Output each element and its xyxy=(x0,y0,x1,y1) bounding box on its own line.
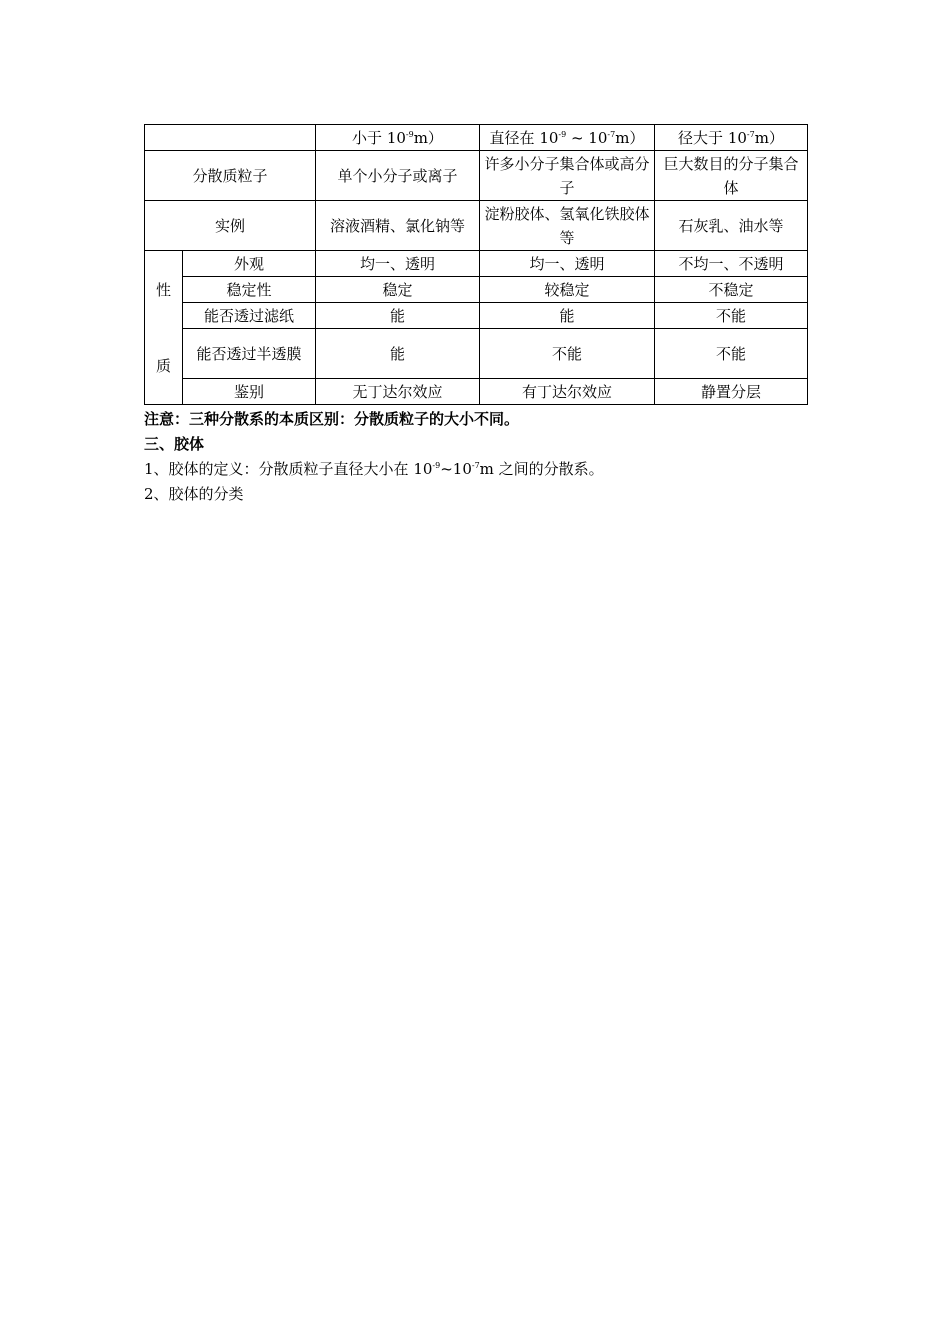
table-cell: 不能 xyxy=(655,329,808,379)
table-cell: 均一、透明 xyxy=(316,251,480,277)
table-cell: 石灰乳、油水等 xyxy=(655,201,808,251)
property-group-label xyxy=(145,251,183,405)
table-cell: 不稳定 xyxy=(655,277,808,303)
header-empty-cell xyxy=(145,125,316,151)
table-cell: 能 xyxy=(316,329,480,379)
classification-text: 2、胶体的分类 xyxy=(144,485,244,503)
table-row xyxy=(145,251,808,277)
property-group-char-1: 性 xyxy=(155,280,171,299)
table-row xyxy=(145,303,808,329)
table-row xyxy=(145,277,808,303)
row-label: 实例 xyxy=(145,201,316,251)
table-header-row xyxy=(145,125,808,151)
header-suspension: 径大于 $10^{-7}m$） xyxy=(655,125,808,151)
table-row xyxy=(145,201,808,251)
row-label: 分散质粒子 xyxy=(145,151,316,201)
table-cell: 单个小分子或离子 xyxy=(316,151,480,201)
property-label: 能否透过滤纸 xyxy=(183,303,316,329)
table-cell: 不能 xyxy=(655,303,808,329)
table-row xyxy=(145,379,808,405)
table-cell: 静置分层 xyxy=(655,379,808,405)
table-cell: 不能 xyxy=(480,329,655,379)
table-cell: 能 xyxy=(316,303,480,329)
table-cell: 有丁达尔效应 xyxy=(480,379,655,405)
section-title: 三、胶体 xyxy=(144,435,205,453)
table-cell: 不均一、不透明 xyxy=(655,251,808,277)
table-cell: 无丁达尔效应 xyxy=(316,379,480,405)
property-label: 鉴别 xyxy=(183,379,316,405)
property-label: 稳定性 xyxy=(183,277,316,303)
table-cell: 许多小分子集合体或高分子 xyxy=(480,151,655,201)
table-cell: 均一、透明 xyxy=(480,251,655,277)
definition-text: 1、胶体的定义：分散质粒子直径大小在 $10^{-9}\sim 10^{-7}m$ 之间的分散系。 xyxy=(144,460,604,478)
table-row xyxy=(145,329,808,379)
property-label: 外观 xyxy=(183,251,316,277)
table-cell: 巨大数目的分子集合体 xyxy=(655,151,808,201)
table-cell: 淀粉胶体、氢氧化铁胶体等 xyxy=(480,201,655,251)
header-solution: 小于 $10^{-9}m$） xyxy=(316,125,480,151)
note-text: 注意：三种分散系的本质区别：分散质粒子的大小不同。 xyxy=(144,410,520,428)
table-cell: 能 xyxy=(480,303,655,329)
property-group-char-2: 质 xyxy=(155,356,171,375)
table-cell: 较稳定 xyxy=(480,277,655,303)
dispersion-comparison-table xyxy=(144,124,808,405)
header-colloid: 直径在 $10^{-9}$ ~ $10^{-7}m$） xyxy=(480,125,655,151)
table-cell: 溶液酒精、氯化钠等 xyxy=(316,201,480,251)
property-label: 能否透过半透膜 xyxy=(183,329,316,379)
table-row xyxy=(145,151,808,201)
table-cell: 稳定 xyxy=(316,277,480,303)
